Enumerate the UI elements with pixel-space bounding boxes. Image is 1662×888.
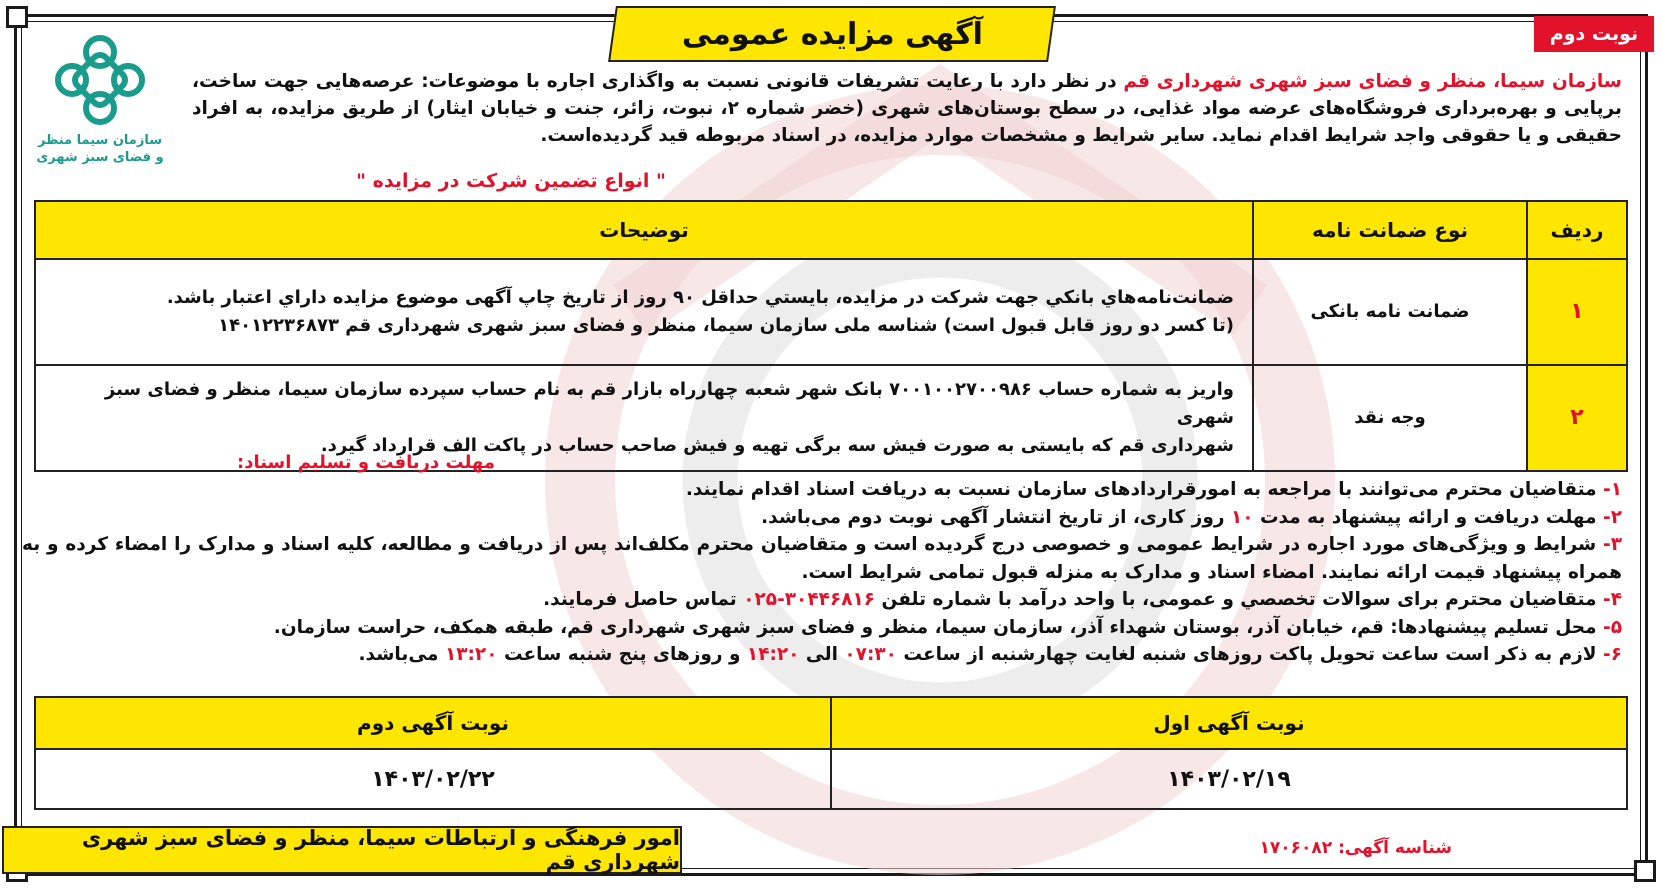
item-text: لازم به ذکر است ساعت تحویل پاکت روزهای شنبه لغایت چهارشنبه از ساعت [896,644,1604,665]
description-line: (تا کسر دو روز قابل قبول است) شناسه ملی سازمان سیما، منظر و فضای سبز شهری شهرداری قم ۱۴۰۱۲۲۳۶۸۷۳ [218,315,1234,336]
guarantee-type: ضمانت نامه بانکی [1253,259,1527,365]
item-text: و روزهای پنج شنبه ساعت [497,644,747,665]
item-text: متقاضیان محترم برای سوالات تخصصي و عمومی، با واحد درآمد با شماره تلفن [875,589,1604,610]
row-number: ۲ [1527,365,1627,471]
ad-id-label: شناسه آگهی: [1338,838,1452,858]
table-header-row [35,201,1627,259]
table-row [35,259,1627,365]
deadline-section-title: مهلت دریافت و تسلیم اسناد: [237,452,495,473]
item-number: ۱- [1603,479,1622,500]
page-title [608,6,1056,62]
first-publication-date: ۱۴۰۳/۰۲/۱۹ [831,749,1627,809]
column-header-type: نوع ضمانت نامه [1253,201,1527,259]
publication-round-badge: نوبت دوم [1534,16,1654,52]
item-number: ۵- [1603,616,1622,638]
guarantee-table [34,200,1628,472]
intro-text: در نظر دارد با رعایت تشریفات قانونی نسبت به واگذاری اجاره با موضوعات: عرصه‌هایی جهت ساخت، برپایی و بهره‌برداری فروشگاه‌های عرضه مواد غذایی، در سطح بوستان‌های شهری (خضر شماره ۲، نبوت، زائر، جنت و خیابان ایثار) از طریق مزایده، به افراد حقیقی و یا حقوقی واجد شرایط اقدام نماید. سایر شرایط و مشخصات موارد مزایده، در اسناد مربوطه قید گردیده‌است. [192,71,1622,146]
footer-publisher: امور فرهنگی و ارتباطات سیما، منظر و فضای سبز شهری شهرداری قم [2,826,682,874]
item-text: متقاضیان محترم می‌توانند با مراجعه به امورقراردادهای سازمان نسبت به دریافت اسناد اقدام نمایند. [685,479,1604,500]
item-text: مهلت دریافت و ارائه پیشنهاد به مدت [1253,506,1604,528]
second-publication-date: ۱۴۰۳/۰۲/۲۲ [35,749,831,809]
column-header-row: ردیف [1527,201,1627,259]
highlight-value: ۱۰ [1230,506,1254,528]
table-row [35,749,1627,809]
ad-id-value: ۱۷۰۶۰۸۲ [1259,838,1333,858]
item-text: تماس حاصل فرمایند. [543,589,744,610]
item-text: محل تسلیم پیشنهادها: قم، خیابان آذر، بوستان شهداء آذر، سازمان سیما، منظر و فضای سبز شهری شهرداری قم، طبقه همکف، حراست سازمان. [273,616,1604,638]
item-text: می‌باشد. [358,644,445,665]
page-title-text: آگهی مزایده عمومی [681,16,983,52]
list-item [22,641,1622,669]
list-item [22,586,1622,614]
list-item [22,614,1622,642]
description-line: شهرداری قم که بایستی به صورت فیش سه برگی تهیه و فیش صاحب حساب در پاکت الف قرارداد گیرد. [320,435,1234,456]
first-publication-label: نوبت آگهی اول [831,697,1627,749]
description-line: ضمانت‌نامه‌هاي بانکي جهت شرکت در مزايده، بايستي حداقل ۹۰ روز از تاريخ چاپ آگهی موضوع مزايده داراي اعتبار باشد. [166,287,1234,308]
list-item [22,476,1622,504]
item-number: ۶- [1603,644,1622,665]
time-value: ۰۷:۳۰ [844,644,897,665]
list-item [22,531,1622,586]
column-header-description: توضیحات [35,201,1253,259]
item-text: روز کاری، از تاریخ انتشار آگهی نوبت دوم می‌باشد. [761,506,1231,528]
description-line: واریز به شماره حساب ۷۰۰۱۰۰۲۷۰۰۹۸۶ بانک شهر شعبه چهارراه بازار قم به نام حساب سپرده سازمان سیما، منظر و فضای سبز شهری [104,379,1234,428]
flower-logo-icon [52,32,148,128]
list-item [22,504,1622,532]
row-number: ۱ [1527,259,1627,365]
item-number: ۴- [1603,589,1622,610]
table-header-row [35,697,1627,749]
conditions-list [22,476,1622,669]
logo-text-line: و فضای سبز شهری [36,150,164,165]
time-value: ۱۳:۲۰ [444,644,498,665]
guarantee-section-title: " انواع تضمین شرکت در مزایده " [356,170,666,192]
organization-name: سازمان سیما، منظر و فضای سبز شهری شهرداری قم [1123,71,1622,92]
publication-dates-table [34,696,1628,810]
ad-identifier [1260,838,1452,858]
second-publication-label: نوبت آگهی دوم [35,697,831,749]
guarantee-type: وجه نقد [1253,365,1527,471]
time-value: ۱۴:۲۰ [746,644,800,665]
item-text: شرایط و ویژگی‌های مورد اجاره در شرایط عمومی و خصوصی درج گردیده است و متقاضیان محترم مکلف‌اند پس از دریافت و مطالعه، کلیه اسناد و مدارک را امضاء کرده و به همراه پیشنهاد قیمت ارائه نمایند. امضاء اسناد و مدارک به منزله قبول تمامی شرایط است. [22,534,1622,583]
logo-text-line: سازمان سیما منظر [37,133,163,148]
item-number: ۲- [1603,506,1622,528]
item-number: ۳- [1603,534,1622,555]
frame-corner-ornament [1634,860,1656,882]
item-text: الی [799,644,845,665]
guarantee-description [35,259,1253,365]
frame-corner-ornament [6,6,28,28]
phone-number: ۳۰۴۴۶۸۱۶-۰۲۵ [743,589,876,610]
intro-paragraph [192,68,1622,149]
